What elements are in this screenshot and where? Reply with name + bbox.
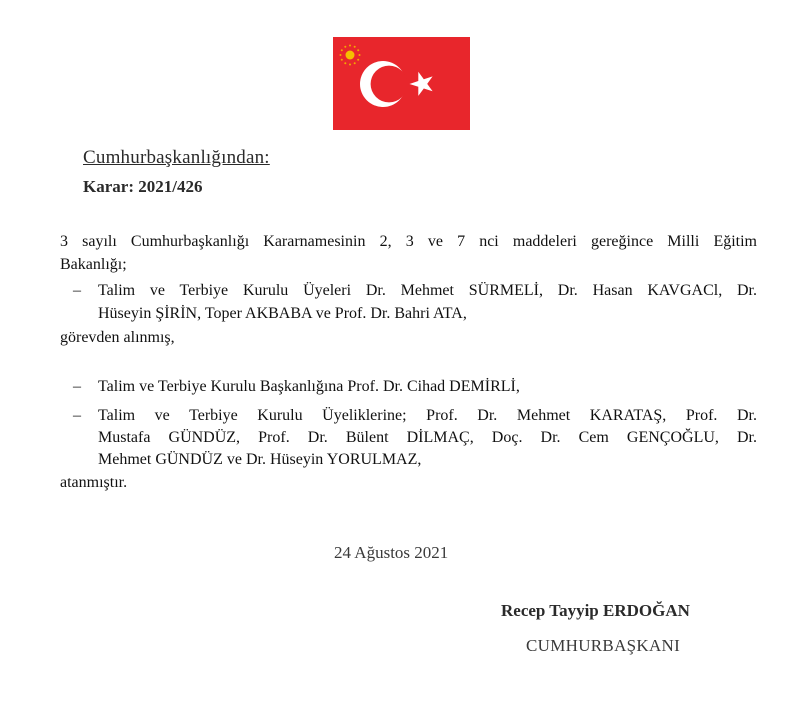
member-appointment-line-1: Talim ve Terbiye Kurulu Üyeliklerine; Prof. Dr. Mehmet KARATAŞ, Prof. Dr.	[98, 407, 757, 424]
issuer-heading: Cumhurbaşkanlığından:	[83, 147, 270, 168]
dismissal-item-line-2: Hüseyin ŞİRİN, Toper AKBABA ve Prof. Dr. Bahri ATA,	[98, 305, 467, 322]
decision-date: 24 Ağustos 2021	[334, 543, 449, 562]
list-dash: –	[73, 378, 81, 395]
dismissal-text: görevden alınmış,	[60, 329, 175, 346]
presidential-flag-icon	[333, 37, 470, 130]
member-appointment-line-3: Mehmet GÜNDÜZ ve Dr. Hüseyin YORULMAZ,	[98, 451, 422, 468]
member-appointment-line-2: Mustafa GÜNDÜZ, Prof. Dr. Bülent DİLMAÇ, Doç. Dr. Cem GENÇOĞLU, Dr.	[98, 429, 757, 446]
signer-name: Recep Tayyip ERDOĞAN	[501, 601, 690, 620]
signer-title: CUMHURBAŞKANI	[526, 636, 681, 655]
list-dash: –	[73, 407, 81, 424]
chair-appointment-item: Talim ve Terbiye Kurulu Başkanlığına Prof. Dr. Cihad DEMİRLİ,	[98, 378, 520, 395]
intro-line-2: Bakanlığı;	[60, 256, 127, 273]
decision-number: Karar: 2021/426	[83, 177, 203, 196]
dismissal-item-line-1: Talim ve Terbiye Kurulu Üyeleri Dr. Mehmet SÜRMELİ, Dr. Hasan KAVGACl, Dr.	[98, 282, 757, 299]
intro-line-1: 3 sayılı Cumhurbaşkanlığı Kararnamesinin 2, 3 ve 7 nci maddeleri gereğince Milli Eğitim	[60, 233, 757, 250]
appointment-text: atanmıştır.	[60, 474, 128, 491]
list-dash: –	[73, 282, 81, 299]
